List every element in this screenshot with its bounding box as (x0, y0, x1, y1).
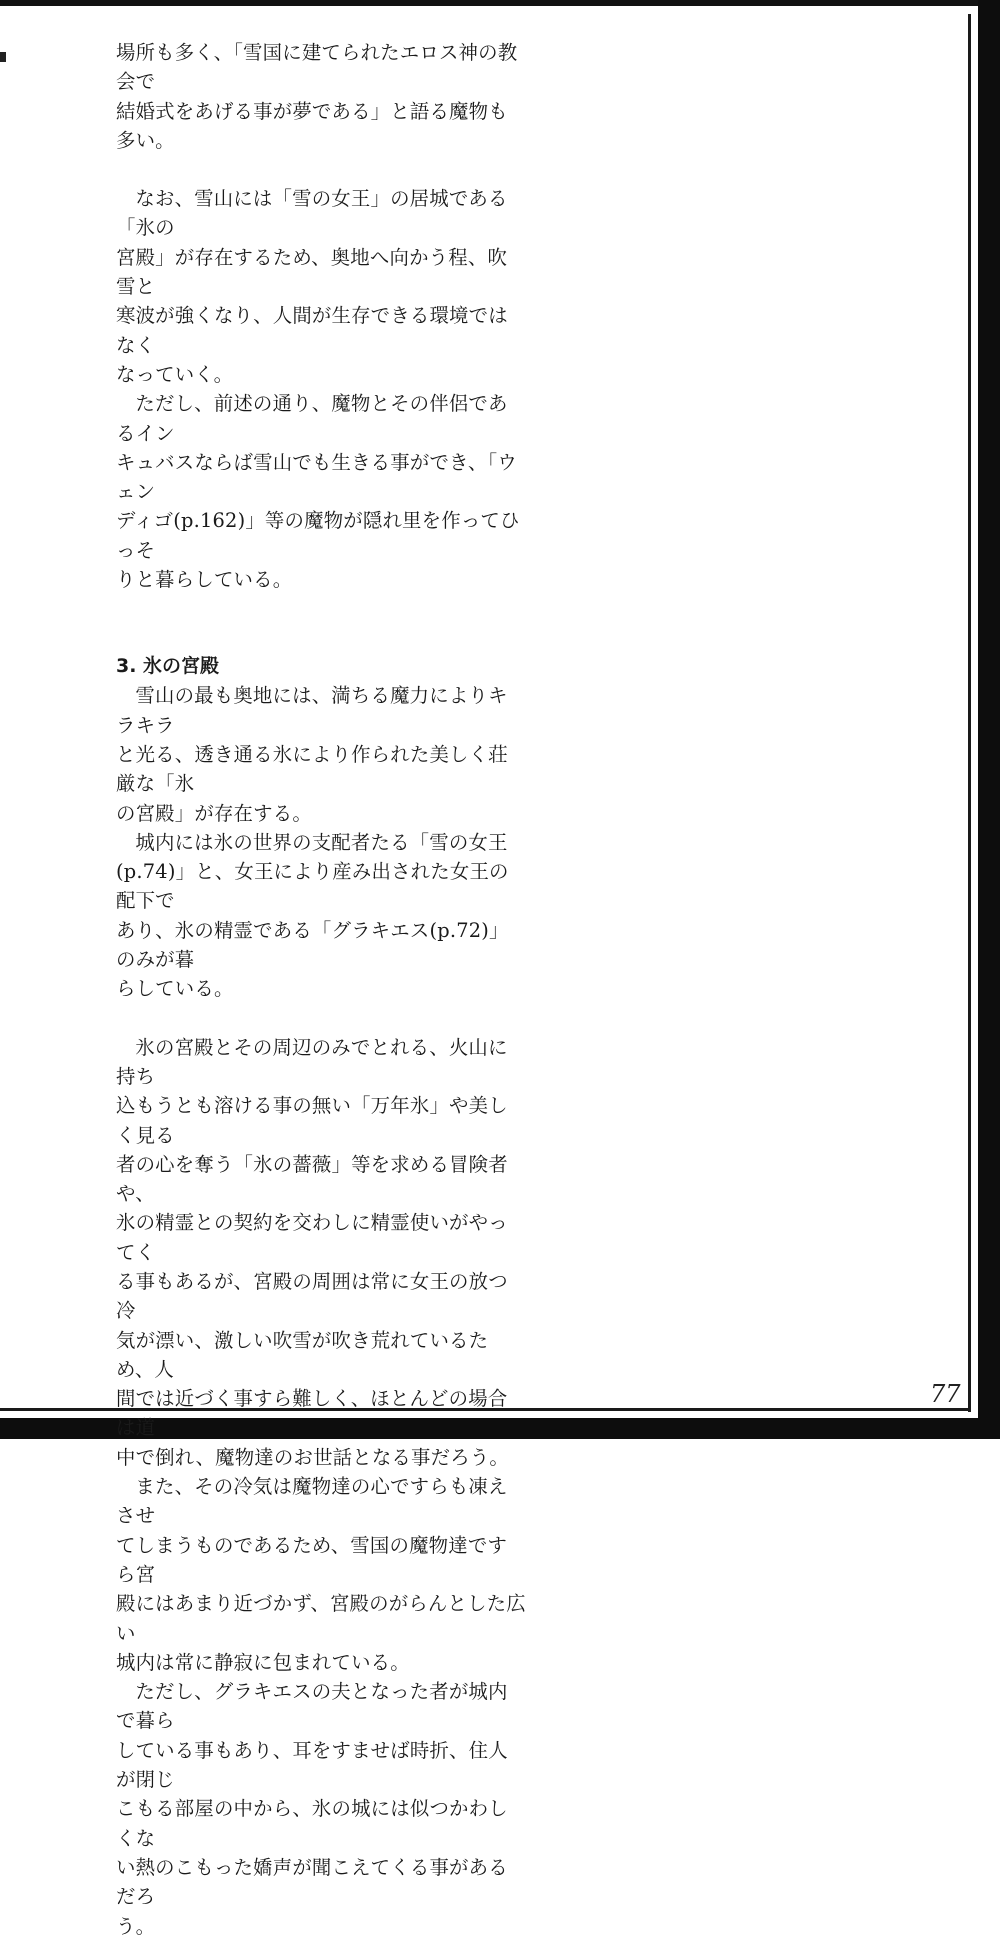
scan-edge-mark (0, 52, 6, 62)
section-gap (116, 594, 526, 652)
paragraph-gap (116, 155, 526, 184)
paragraph-continued: 場所も多く、「雪国に建てられたエロス神の教会で 結婚式をあげる事が夢である」と語る魔物も多い。 (116, 41, 518, 152)
paragraph-palace-residents: 城内には氷の世界の支配者たる「雪の女王 (p.74)」と、女王により産み出された女王の配下で あり、氷の精霊である「グラキエス(p.72)」のみが暮 らしている。 (116, 830, 509, 1001)
paragraph-palace-description: 雪山の最も奥地には、満ちる魔力によりキラキラ と光る、透き通る氷により作られた美しく荘厳な「氷 の宮殿」が存在する。 (116, 684, 508, 825)
scan-edge-top (0, 0, 1000, 6)
page-number: 77 (930, 1380, 961, 1408)
paragraph-hidden-village: ただし、前述の通り、魔物とその伴侶であるイン キュバスならば雪山でも生きる事ができ、「ウェン ディゴ(p.162)」等の魔物が隠れ里を作ってひっそ りと暮らしている。 (116, 392, 520, 592)
paragraph-glacies-husband: ただし、グラキエスの夫となった者が城内で暮ら している事もあり、耳をすませば時折、住人が閉じ こもる部屋の中から、氷の城には似つかわしくな い熱のこもった嬌声が聞こえてくる事があるだろ う。 (116, 1680, 508, 1938)
section-heading: 3. 氷の宮殿 (116, 655, 220, 678)
text-column (116, 38, 526, 1941)
page-border-right (978, 0, 1000, 1439)
page-frame-line-vertical (968, 14, 971, 1412)
paragraph-ice-palace-intro: なお、雪山には「雪の女王」の居城である「氷の 宮殿」が存在するため、奥地へ向かう程、吹雪と 寒波が強くなり、人間が生存できる環境ではなく なっていく。 (116, 187, 508, 386)
paragraph-gap (116, 1004, 526, 1033)
paragraph-silence: また、その冷気は魔物達の心ですらも凍えさせ てしまうものであるため、雪国の魔物達ですら宮 殿にはあまり近づかず、宮殿のがらんとした広い 城内は常に静寂に包まれている。 (116, 1475, 526, 1674)
paragraph-adventurers: 氷の宮殿とその周辺のみでとれる、火山に持ち 込もうとも溶ける事の無い「万年氷」や美しく見る 者の心を奪う「氷の薔薇」等を求める冒険者や、 氷の精霊との契約を交わしに精霊使いがやってく る事もあるが、宮殿の周囲は常に女王の放つ冷 気が漂い、激しい吹雪が吹き荒れているため、人 間では近づく事すら難しく、ほとんどの場合は道 中で倒れ、魔物達のお世話となる事だろう。 (116, 1035, 509, 1469)
